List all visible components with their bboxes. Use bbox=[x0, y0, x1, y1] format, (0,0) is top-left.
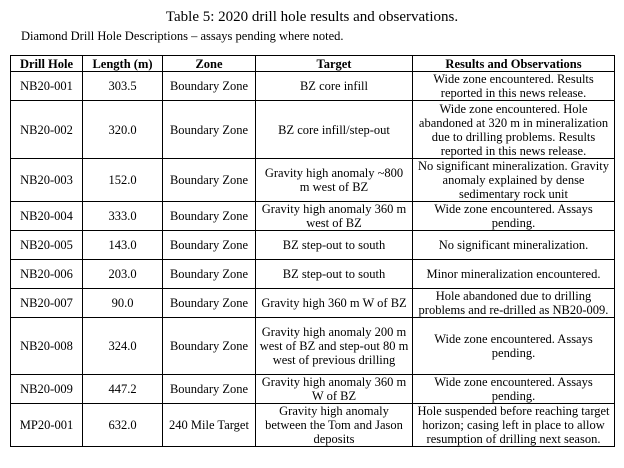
table-row bbox=[11, 375, 615, 404]
cell-results: Minor mineralization encountered. bbox=[413, 260, 615, 289]
table-row bbox=[11, 101, 615, 159]
cell-length: 447.2 bbox=[83, 375, 163, 404]
cell-zone: 240 Mile Target bbox=[163, 404, 256, 447]
table-row bbox=[11, 404, 615, 447]
cell-drill-hole: NB20-004 bbox=[11, 202, 83, 231]
header-drill-hole: Drill Hole bbox=[11, 56, 83, 72]
cell-target: BZ step-out to south bbox=[256, 260, 413, 289]
cell-results: No significant mineralization. Gravity anomaly explained by dense sedimentary rock unit bbox=[413, 159, 615, 202]
cell-drill-hole: NB20-006 bbox=[11, 260, 83, 289]
cell-drill-hole: NB20-002 bbox=[11, 101, 83, 159]
cell-target: Gravity high anomaly 360 m W of BZ bbox=[256, 375, 413, 404]
table-row bbox=[11, 159, 615, 202]
cell-results: Wide zone encountered. Assays pending. bbox=[413, 318, 615, 375]
cell-zone: Boundary Zone bbox=[163, 159, 256, 202]
cell-results: Hole suspended before reaching target horizon; casing left in place to allow resumption of drilling next season. bbox=[413, 404, 615, 447]
header-length: Length (m) bbox=[83, 56, 163, 72]
cell-target: Gravity high 360 m W of BZ bbox=[256, 289, 413, 318]
cell-results: Wide zone encountered. Results reported in this news release. bbox=[413, 72, 615, 101]
cell-length: 303.5 bbox=[83, 72, 163, 101]
table-row bbox=[11, 260, 615, 289]
cell-zone: Boundary Zone bbox=[163, 260, 256, 289]
cell-length: 203.0 bbox=[83, 260, 163, 289]
cell-results: Wide zone encountered. Hole abandoned at 320 m in mineralization due to drilling problems. Results reported in this news release. bbox=[413, 101, 615, 159]
cell-target: Gravity high anomaly 360 m west of BZ bbox=[256, 202, 413, 231]
cell-length: 632.0 bbox=[83, 404, 163, 447]
table-row bbox=[11, 318, 615, 375]
header-results: Results and Observations bbox=[413, 56, 615, 72]
table-row bbox=[11, 72, 615, 101]
cell-drill-hole: NB20-001 bbox=[11, 72, 83, 101]
cell-results: Hole abandoned due to drilling problems and re-drilled as NB20-009. bbox=[413, 289, 615, 318]
cell-results: Wide zone encountered. Assays pending. bbox=[413, 375, 615, 404]
cell-drill-hole: MP20-001 bbox=[11, 404, 83, 447]
table-row bbox=[11, 289, 615, 318]
cell-results: No significant mineralization. bbox=[413, 231, 615, 260]
cell-target: Gravity high anomaly between the Tom and Jason deposits bbox=[256, 404, 413, 447]
cell-target: BZ step-out to south bbox=[256, 231, 413, 260]
table-row bbox=[11, 231, 615, 260]
cell-zone: Boundary Zone bbox=[163, 202, 256, 231]
cell-drill-hole: NB20-009 bbox=[11, 375, 83, 404]
table-row bbox=[11, 202, 615, 231]
cell-zone: Boundary Zone bbox=[163, 375, 256, 404]
header-zone: Zone bbox=[163, 56, 256, 72]
cell-drill-hole: NB20-008 bbox=[11, 318, 83, 375]
cell-target: Gravity high anomaly ~800 m west of BZ bbox=[256, 159, 413, 202]
cell-target: BZ core infill bbox=[256, 72, 413, 101]
cell-length: 90.0 bbox=[83, 289, 163, 318]
cell-results: Wide zone encountered. Assays pending. bbox=[413, 202, 615, 231]
cell-length: 333.0 bbox=[83, 202, 163, 231]
table-title: Table 5: 2020 drill hole results and observations. bbox=[165, 9, 459, 25]
cell-zone: Boundary Zone bbox=[163, 289, 256, 318]
cell-zone: Boundary Zone bbox=[163, 231, 256, 260]
cell-length: 324.0 bbox=[83, 318, 163, 375]
header-row bbox=[11, 56, 615, 72]
cell-zone: Boundary Zone bbox=[163, 318, 256, 375]
cell-zone: Boundary Zone bbox=[163, 101, 256, 159]
cell-zone: Boundary Zone bbox=[163, 72, 256, 101]
cell-target: BZ core infill/step-out bbox=[256, 101, 413, 159]
cell-drill-hole: NB20-003 bbox=[11, 159, 83, 202]
cell-target: Gravity high anomaly 200 m west of BZ and step-out 80 m west of previous drilling bbox=[256, 318, 413, 375]
header-target: Target bbox=[256, 56, 413, 72]
cell-drill-hole: NB20-005 bbox=[11, 231, 83, 260]
table-subtitle: Diamond Drill Hole Descriptions – assays pending where noted. bbox=[21, 29, 344, 43]
drill-results-table bbox=[10, 55, 615, 447]
cell-drill-hole: NB20-007 bbox=[11, 289, 83, 318]
cell-length: 320.0 bbox=[83, 101, 163, 159]
cell-length: 152.0 bbox=[83, 159, 163, 202]
cell-length: 143.0 bbox=[83, 231, 163, 260]
